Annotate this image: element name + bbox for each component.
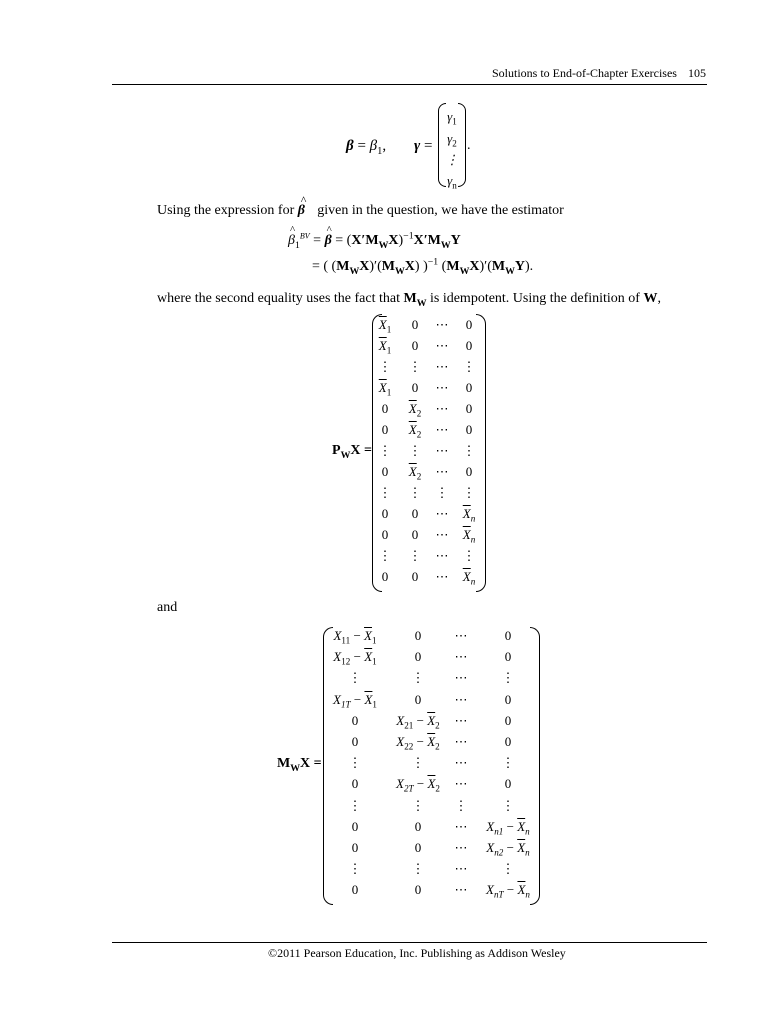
mw-matrix-cell: ⋯ [454, 882, 468, 898]
pw-matrix-cell: 0 [465, 317, 473, 332]
mw-matrix-cell: 0 [351, 712, 359, 728]
mw-matrix-cell: 0 [504, 776, 512, 792]
mw-matrix-cell: ⋯ [454, 818, 468, 834]
pw-matrix-cell: $\overline{X}_n$ [462, 506, 476, 524]
mw-matrix-cell: 0 [504, 691, 512, 707]
mw-matrix-cell: 0 [351, 840, 359, 855]
mw-matrix-cell: 0 [351, 882, 359, 898]
mw-matrix-cell: ⋮ [348, 670, 362, 686]
pw-matrix-cell: 0 [465, 380, 473, 395]
mw-matrix-cell: ⋮ [348, 755, 362, 771]
running-header-title: Solutions to End-of-Chapter Exercises [492, 66, 677, 80]
footer-copyright: ©2011 Pearson Education, Inc. Publishing as Addison Wesley [268, 946, 566, 960]
mw-matrix-cell: ⋮ [411, 670, 425, 686]
pw-matrix-cell: ⋯ [435, 338, 449, 353]
mw-matrix-cell: 0 [504, 649, 512, 665]
mw-matrix-cell: ⋯ [454, 861, 468, 877]
pw-matrix-cell: $\overline{X}_2$ [408, 464, 422, 482]
gamma-entry: $\gamma_n$ [447, 173, 457, 191]
pw-matrix-cell: ⋯ [435, 548, 449, 563]
mw-matrix-cell: ⋮ [501, 755, 515, 771]
mw-matrix-cell: 0 [414, 882, 422, 898]
pw-matrix-cell: ⋯ [435, 359, 449, 374]
pw-matrix-cell: 0 [381, 422, 389, 437]
mw-matrix-cell: $X_{n2} - \overline{X}_n$ [486, 840, 530, 858]
pw-matrix-cell: ⋯ [435, 506, 449, 521]
mw-matrix-cell: 0 [504, 712, 512, 728]
gamma-right-paren [458, 103, 466, 187]
pw-matrix-cell: 0 [411, 380, 419, 395]
pw-matrix-cell: ⋯ [435, 464, 449, 479]
footer-rule [112, 942, 707, 943]
gamma-entry: ⋮ [445, 152, 459, 167]
mw-matrix-cell: ⋮ [501, 861, 515, 877]
mw-matrix-cell: 0 [351, 734, 359, 749]
pw-matrix-cell: ⋯ [435, 317, 449, 332]
mw-matrix-cell: ⋯ [454, 712, 468, 728]
paragraph-expression: Using the expression for β ^ given in the question, we have the estimator [157, 193, 564, 218]
mw-matrix-cell: $X_{n1} - \overline{X}_n$ [486, 818, 530, 837]
mw-matrix-cell: ⋯ [454, 840, 468, 855]
and-text: and [157, 600, 178, 615]
pw-matrix-cell: ⋯ [435, 527, 449, 542]
estimator-line-2: = ( $(M_WX)'(M_WX)$ )$^{-1}$ $(M_WX)'(M_WY)$. [312, 256, 534, 277]
pw-matrix-cell: 0 [465, 464, 473, 479]
beta-hat-symbol: β ^ [297, 193, 307, 218]
pw-matrix-cell: ⋮ [378, 443, 392, 458]
gamma-entry: $\gamma_1$ [447, 109, 457, 127]
mw-matrix-cell: $X_{12} - \overline{X}_1$ [333, 649, 377, 667]
pw-matrix-cell: $\overline{X}_n$ [462, 527, 476, 545]
pw-matrix-cell: 0 [411, 569, 419, 584]
mw-matrix-cell: ⋮ [348, 861, 362, 877]
mw-matrix-cell: 0 [414, 649, 422, 665]
pw-matrix-cell: 0 [381, 401, 389, 416]
mw-left-paren [323, 627, 333, 905]
pw-matrix-cell: ⋯ [435, 401, 449, 416]
pw-matrix-cell: 0 [465, 338, 473, 353]
mw-matrix-cell: ⋮ [501, 670, 515, 686]
pw-matrix-cell: ⋮ [462, 485, 476, 500]
pw-matrix-cell: $\overline{X}_2$ [408, 422, 422, 440]
page-number: 105 [688, 66, 706, 80]
pw-matrix-cell: ⋮ [435, 485, 449, 500]
beta-definition: $\beta = \beta_1$, [346, 138, 387, 157]
pw-matrix-cell: ⋮ [408, 359, 422, 374]
mw-matrix-cell: 0 [414, 691, 422, 707]
mw-matrix-cell: ⋯ [454, 755, 468, 771]
pw-matrix-cell: 0 [465, 422, 473, 437]
mw-matrix-cell: $X_{11} - \overline{X}_1$ [333, 628, 377, 646]
pw-matrix-cell: ⋮ [462, 359, 476, 374]
pw-matrix-cell: ⋮ [462, 443, 476, 458]
mw-matrix-cell: $X_{22} - \overline{X}_2$ [396, 734, 440, 752]
mw-matrix-cell: ⋮ [348, 797, 362, 813]
pw-matrix-cell: ⋮ [378, 485, 392, 500]
pw-matrix-cell: 0 [411, 338, 419, 353]
pw-matrix-cell: ⋮ [462, 548, 476, 563]
pw-x-label: $P_WX$ = [332, 443, 372, 461]
mw-matrix-cell: ⋯ [454, 691, 468, 707]
mw-matrix-cell: ⋯ [454, 628, 468, 643]
mw-matrix-cell: $X_{1T} - \overline{X}_1$ [333, 691, 377, 710]
pw-matrix-cell: 0 [381, 506, 389, 521]
mw-matrix-cell: 0 [351, 776, 359, 792]
mw-matrix-cell: ⋯ [454, 649, 468, 665]
estimator-line-1: β ^ $_1^{BV}$ = β ^ = $(X'M_WX)^{-1}X'M_WY$ [288, 224, 461, 251]
paragraph-idempotent: where the second equality uses the fact that $M_W$ is idempotent. Using the definition of W, [157, 291, 661, 309]
mw-matrix-cell: 0 [414, 840, 422, 855]
header-rule [112, 84, 707, 85]
pw-matrix-cell: 0 [381, 464, 389, 479]
pw-matrix-cell: 0 [411, 317, 419, 332]
mw-matrix-cell: 0 [351, 818, 359, 834]
gamma-period: . [467, 138, 471, 153]
pw-matrix-cell: ⋯ [435, 380, 449, 395]
mw-matrix-cell: ⋮ [411, 755, 425, 771]
mw-x-label: $M_WX$ = [277, 756, 322, 774]
pw-right-paren [476, 314, 486, 592]
pw-matrix-cell: ⋯ [435, 443, 449, 458]
mw-matrix-cell: 0 [504, 734, 512, 749]
pw-matrix-cell: $\overline{X}_1$ [378, 338, 392, 356]
mw-matrix-cell: 0 [414, 818, 422, 834]
pw-matrix-cell: 0 [411, 527, 419, 542]
pw-matrix-cell: ⋯ [435, 569, 449, 584]
pw-matrix-cell: ⋮ [378, 359, 392, 374]
mw-matrix-cell: ⋮ [411, 861, 425, 877]
pw-matrix-cell: 0 [465, 401, 473, 416]
pw-matrix-cell: $\overline{X}_n$ [462, 569, 476, 587]
pw-matrix-cell: $\overline{X}_2$ [408, 401, 422, 419]
pw-matrix-cell: ⋮ [408, 485, 422, 500]
gamma-entry: $\gamma_2$ [447, 131, 457, 149]
mw-right-paren [530, 627, 540, 905]
mw-matrix-cell: ⋮ [501, 797, 515, 813]
mw-matrix-cell: ⋯ [454, 776, 468, 792]
mw-matrix-cell: $X_{nT} - \overline{X}_n$ [486, 882, 530, 900]
pw-matrix-cell: ⋮ [408, 548, 422, 563]
pw-matrix-cell: ⋯ [435, 422, 449, 437]
pw-matrix-cell: 0 [411, 506, 419, 521]
pw-matrix-cell: $\overline{X}_1$ [378, 317, 392, 335]
mw-matrix-cell: ⋮ [411, 797, 425, 813]
pw-matrix-cell: $\overline{X}_1$ [378, 380, 392, 398]
gamma-definition: γ = [414, 138, 433, 154]
mw-matrix-cell: 0 [414, 628, 422, 643]
mw-matrix-cell: ⋯ [454, 734, 468, 749]
pw-matrix-cell: ⋮ [378, 548, 392, 563]
mw-matrix-cell: ⋮ [454, 797, 468, 813]
pw-matrix-cell: ⋮ [408, 443, 422, 458]
mw-matrix-cell: 0 [504, 628, 512, 643]
pw-matrix-cell: 0 [381, 569, 389, 584]
mw-matrix-cell: ⋯ [454, 670, 468, 686]
gamma-left-paren [438, 103, 446, 187]
pw-matrix-cell: 0 [381, 527, 389, 542]
mw-matrix-cell: $X_{2T} - \overline{X}_2$ [396, 776, 440, 794]
mw-matrix-cell: $X_{21} - \overline{X}_2$ [396, 712, 440, 731]
